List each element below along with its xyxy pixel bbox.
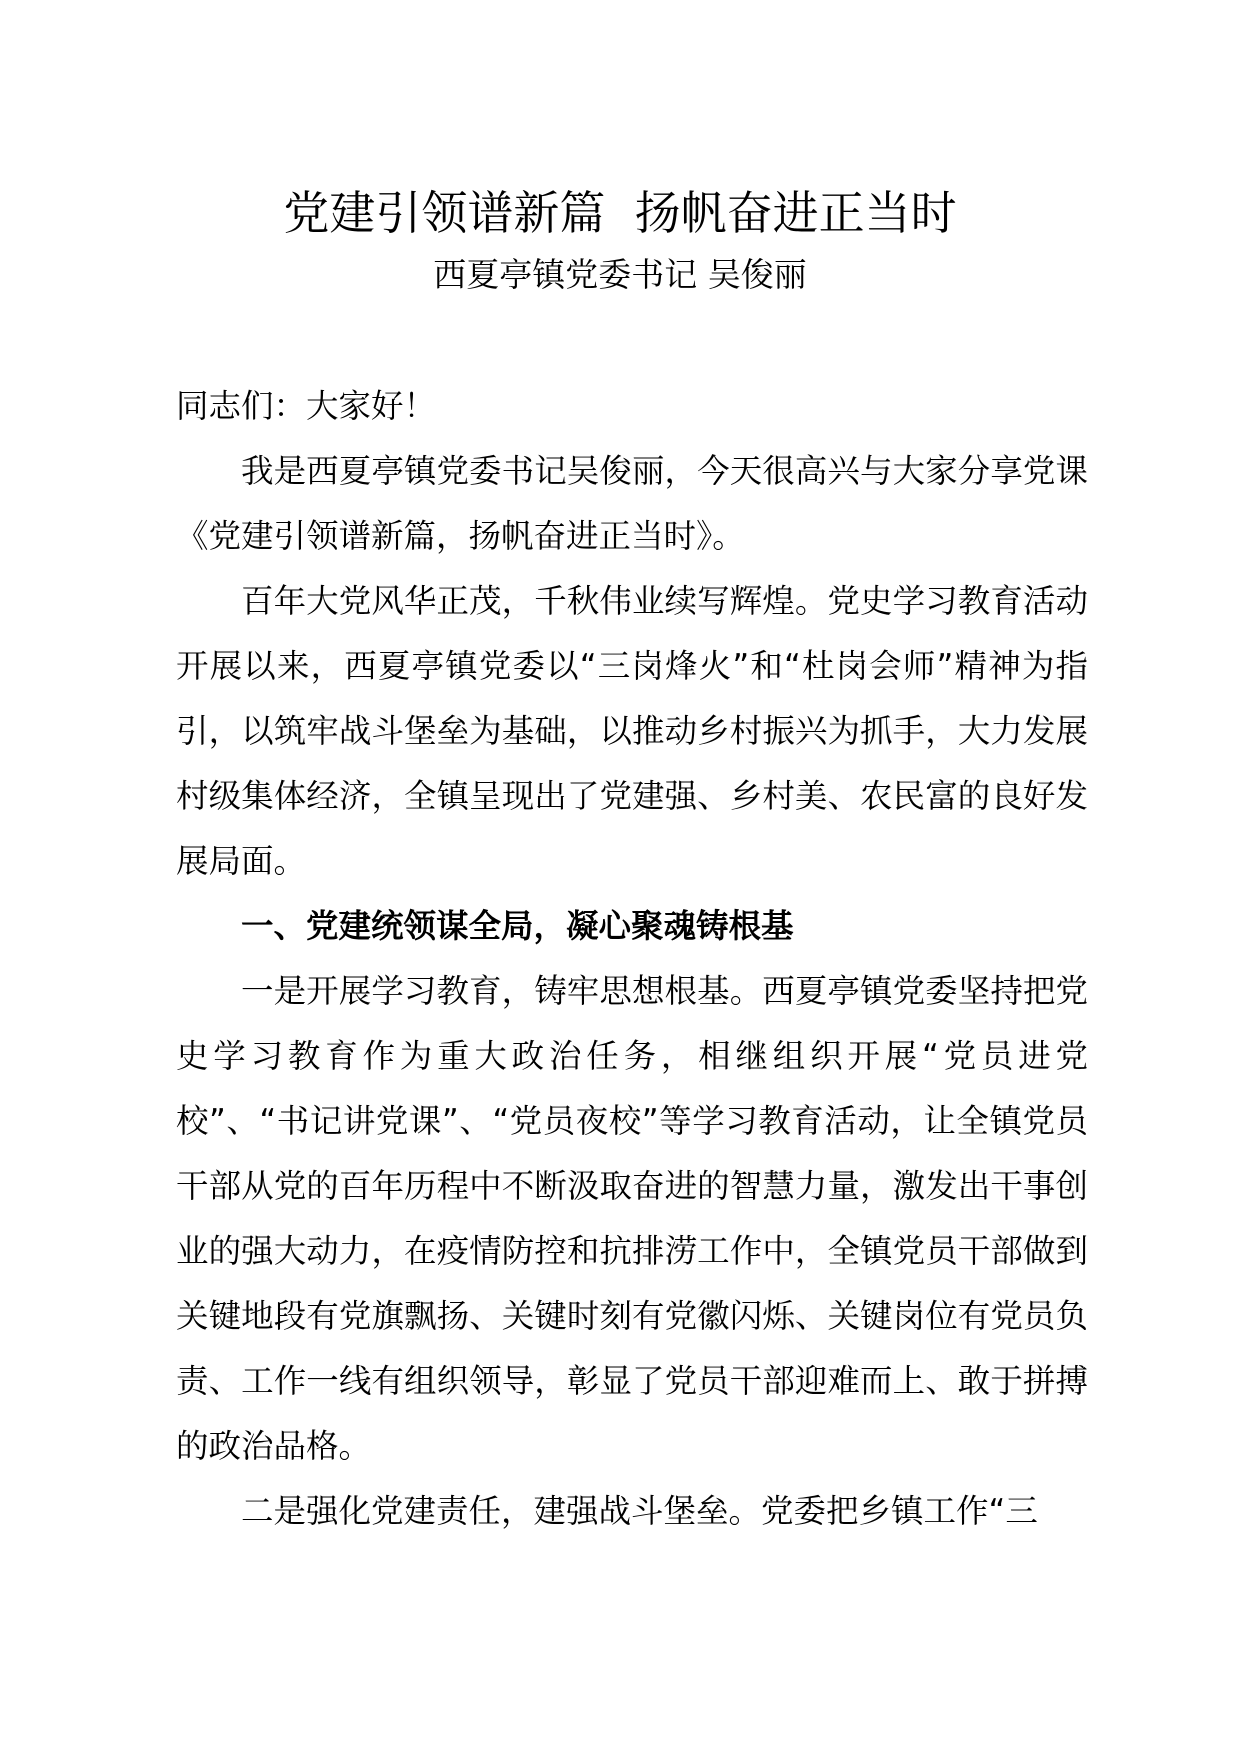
paragraph: 我是西夏亭镇党委书记吴俊丽，今天很高兴与大家分享党课《党建引领谱新篇，扬帆奋进正当时》。 [176,452,1088,555]
section-heading: 一、党建统领谋全局，凝心聚魂铸根基 [241,907,794,945]
document-body [176,374,1088,1544]
paragraph: 百年大党风华正茂，千秋伟业续写辉煌。党史学习教育活动开展以来，西夏亭镇党委以“三岗烽火”和“杜岗会师”精神为指引，以筑牢战斗堡垒为基础，以推动乡村振兴为抓手，大力发展村级集体经济，全镇呈现出了党建强、乡村美、农民富的良好发展局面。 [176,582,1088,880]
document-title: 党建引领谱新篇 扬帆奋进正当时 [283,186,957,240]
document-byline: 西夏亭镇党委书记 吴俊丽 [433,255,807,294]
greeting: 同志们：大家好！ [176,387,437,425]
paragraph: 一是开展学习教育，铸牢思想根基。西夏亭镇党委坚持把党史学习教育作为重大政治任务，相继组织开展“党员进党校”、“书记讲党课”、“党员夜校”等学习教育活动，让全镇党员干部从党的百年历程中不断汲取奋进的智慧力量，激发出干事创业的强大动力，在疫情防控和抗排涝工作中，全镇党员干部做到关键地段有党旗飘扬、关键时刻有党徽闪烁、关键岗位有党员负责、工作一线有组织领导，彰显了党员干部迎难而上、敢于拼搏的政治品格。 [176,972,1088,1465]
paragraph: 二是强化党建责任，建强战斗堡垒。党委把乡镇工作“三 [241,1492,1038,1530]
